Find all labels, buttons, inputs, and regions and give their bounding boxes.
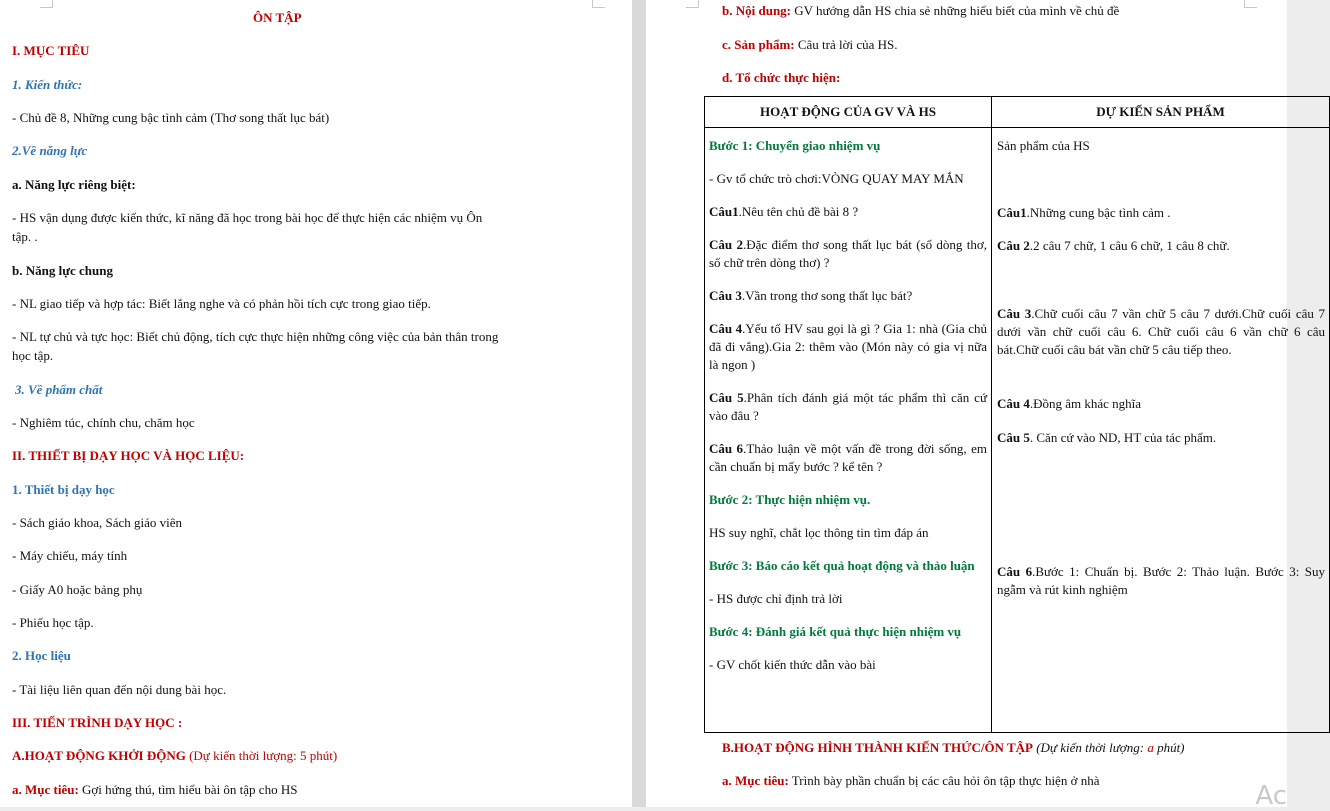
answer-2 <box>997 237 1325 255</box>
question-1-label: Câu1 <box>709 204 739 219</box>
activity-a-heading: A.HOẠT ĐỘNG KHỞI ĐỘNG <box>12 748 186 763</box>
step-4-text: - GV chốt kiến thức dẫn vào bài <box>709 657 876 672</box>
question-2 <box>709 236 987 272</box>
materials-text: - Tài liệu liên quan đến nội dung bài học. <box>12 682 227 697</box>
goal-label-right: a. Mục tiêu: <box>722 773 789 788</box>
step-1-heading: Bước 1: Chuyển giao nhiệm vụ <box>709 138 881 153</box>
question-6-label: Câu 6 <box>709 441 744 456</box>
document-page-right <box>646 0 1326 811</box>
question-3 <box>709 287 987 305</box>
answer-3 <box>997 305 1325 359</box>
heading-ability: 2.Về năng lực <box>12 143 88 158</box>
question-3-text: .Vần trong thơ song thất lục bát? <box>741 288 913 303</box>
equipment-item: - Phiếu học tập. <box>12 615 94 630</box>
answer-6-text: .Bước 1: Chuẩn bị. Bước 2: Thảo luận. Bước 3: Suy ngẫm và rút kinh nghiệm <box>997 564 1326 597</box>
answer-2-text: .2 câu 7 chữ, 1 câu 6 chữ, 1 câu 8 chữ. <box>1029 238 1230 253</box>
table-header-divider <box>705 127 1329 128</box>
page-gap <box>632 0 646 807</box>
general-ability-text-1: - NL giao tiếp và hợp tác: Biết lắng nghe và có phản hồi tích cực trong giao tiếp. <box>12 296 431 311</box>
goal-text: Gợi hứng thú, tìm hiểu bài ôn tập cho HS <box>78 782 298 797</box>
heading-equipment-section: II. THIẾT BỊ DẠY HỌC VÀ HỌC LIỆU: <box>12 448 245 463</box>
specific-ability-text: - HS vận dụng được kiến thức, kĩ năng đã học trong bài học để thực hiện các nhiệm vụ Ôn <box>12 210 483 225</box>
answer-4-label: Câu 4 <box>997 396 1030 411</box>
question-2-label: Câu 2 <box>709 237 743 252</box>
page-corner-mark <box>592 0 605 8</box>
question-3-label: Câu 3 <box>709 288 742 303</box>
product-heading-cell: Sản phẩm của HS <box>997 138 1090 153</box>
answer-3-label: Câu 3 <box>997 306 1032 321</box>
step-2-heading: Bước 2: Thực hiện nhiệm vụ. <box>709 492 871 507</box>
answer-4 <box>997 395 1325 413</box>
organization-label: d. Tổ chức thực hiện: <box>722 70 841 85</box>
activity-a-time: (Dự kiến thời lượng: 5 phút) <box>185 748 338 763</box>
goal-label: a. Mục tiêu: <box>12 782 79 797</box>
page-corner-mark <box>1244 0 1257 8</box>
equipment-item: - Máy chiếu, máy tính <box>12 548 128 563</box>
table-column-divider <box>991 97 992 732</box>
question-4-text: .Yếu tố HV sau gọi là gì ? Gia 1: nhà (Gia chủ đã đi vắng).Gia 2: thêm vào (Món này có gia vị nữa là ngon ) <box>709 321 987 372</box>
answer-6-label: Câu 6 <box>997 564 1033 579</box>
heading-specific-ability: a. Năng lực riêng biệt: <box>12 177 136 192</box>
content-label: b. Nội dung: <box>722 3 791 18</box>
specific-ability-text-cont: tập. . <box>12 229 38 244</box>
question-4 <box>709 320 987 374</box>
heading-knowledge: 1. Kiến thức: <box>12 77 83 92</box>
activity-b-heading: B.HOẠT ĐỘNG HÌNH THÀNH KIẾN THỨC/ÔN TẬP <box>722 740 1033 755</box>
question-4-label: Câu 4 <box>709 321 743 336</box>
answer-4-text: .Đồng âm khác nghĩa <box>1029 396 1142 411</box>
heading-materials: 2. Học liệu <box>12 648 71 663</box>
question-5-text: .Phân tích đánh giá một tác phẩm thì căn cứ vào đâu ? <box>709 390 988 423</box>
goal-line-right <box>722 772 1099 790</box>
product-text: Câu trả lời của HS. <box>794 37 898 52</box>
step-2-text: HS suy nghĩ, chắt lọc thông tin tìm đáp án <box>709 525 929 540</box>
activity-table <box>704 96 1330 733</box>
step-4-heading: Bước 4: Đánh giá kết quả thực hiện nhiệm vụ <box>709 624 962 639</box>
answer-6 <box>997 563 1325 599</box>
table-header-products: DỰ KIẾN SẢN PHẨM <box>1096 104 1225 119</box>
question-2-text: .Đặc điểm thơ song thất lục bát (số dòng thơ, số chữ trên dòng thơ) ? <box>709 237 987 270</box>
general-ability-text-2-cont: học tập. <box>12 348 54 363</box>
answer-5 <box>997 429 1325 447</box>
answer-1 <box>997 204 1325 222</box>
product-label: c. Sản phẩm: <box>722 37 795 52</box>
goal-text-right: Trình bày phần chuẩn bị các câu hỏi ôn tập thực hiện ở nhà <box>788 773 1100 788</box>
answer-5-text: . Căn cứ vào ND, HT của tác phẩm. <box>1029 430 1217 445</box>
equipment-item: - Giấy A0 hoặc bảng phụ <box>12 582 143 597</box>
activation-watermark: Ac <box>1255 781 1287 811</box>
answer-1-text: .Những cung bậc tình cảm . <box>1026 205 1171 220</box>
heading-general-ability: b. Năng lực chung <box>12 263 113 278</box>
heading-objectives: I. MỤC TIÊU <box>12 43 90 58</box>
question-6-text: .Thảo luận về một vấn đề trong đời sống, em cần chuẩn bị mấy bước ? kể tên ? <box>709 441 987 474</box>
answer-2-label: Câu 2 <box>997 238 1030 253</box>
heading-teaching-process: III. TIẾN TRÌNH DẠY HỌC : <box>12 715 183 730</box>
activity-b-time: (Dự kiến thời lượng: <box>1032 740 1145 755</box>
question-1 <box>709 203 987 221</box>
page-corner-mark <box>686 0 699 8</box>
activity-a-line <box>12 747 337 765</box>
answer-3-text: .Chữ cuối câu 7 vần chữ 5 câu 7 dưới.Chữ cuối câu 7 dưới vần chữ cuối câu 6. Chữ cuối câu 6 vần chữ 6 câu bát.Chữ cuối câu bát vần chữ 5 câu tiếp theo. <box>997 306 1326 357</box>
page-corner-mark <box>40 0 53 8</box>
question-1-text: .Nêu tên chủ đề bài 8 ? <box>738 204 859 219</box>
content-line <box>722 2 1119 20</box>
activity-b-time-value: a <box>1144 740 1158 755</box>
document-title: ÔN TẬP <box>253 10 302 25</box>
question-5-label: Câu 5 <box>709 390 744 405</box>
step-3-text: - HS được chỉ định trả lời <box>709 591 843 606</box>
heading-equipment: 1. Thiết bị dạy học <box>12 482 115 497</box>
content-text: GV hướng dẫn HS chia sẻ những hiểu biết của mình về chủ đề <box>791 3 1120 18</box>
question-5 <box>709 389 987 425</box>
step-1-text: - Gv tổ chức trò chơi:VÒNG QUAY MAY MẮN <box>709 171 964 186</box>
activities-column <box>709 137 987 674</box>
equipment-item: - Sách giáo khoa, Sách giáo viên <box>12 515 183 530</box>
answer-5-label: Câu 5 <box>997 430 1030 445</box>
heading-quality: 3. Về phẩm chất <box>15 382 103 397</box>
document-page-left <box>0 0 632 807</box>
general-ability-text-2: - NL tự chủ và tực học: Biết chủ động, tích cực thực hiện những công việc của bản thân trong <box>12 329 499 344</box>
product-line <box>722 36 898 54</box>
goal-line-left <box>12 781 297 799</box>
table-header-activities: HOẠT ĐỘNG CỦA GV VÀ HS <box>760 104 936 119</box>
question-6 <box>709 440 987 476</box>
activity-b-line <box>722 739 1185 757</box>
knowledge-text: - Chủ đề 8, Những cung bậc tình cảm (Thơ song thất lục bát) <box>12 110 330 125</box>
step-3-heading: Bước 3: Báo cáo kết quả hoạt động và thảo luận <box>709 558 975 573</box>
quality-text: - Nghiêm túc, chính chu, chăm học <box>12 415 195 430</box>
activity-b-time-unit: phút) <box>1157 740 1185 755</box>
answer-1-label: Câu1 <box>997 205 1027 220</box>
